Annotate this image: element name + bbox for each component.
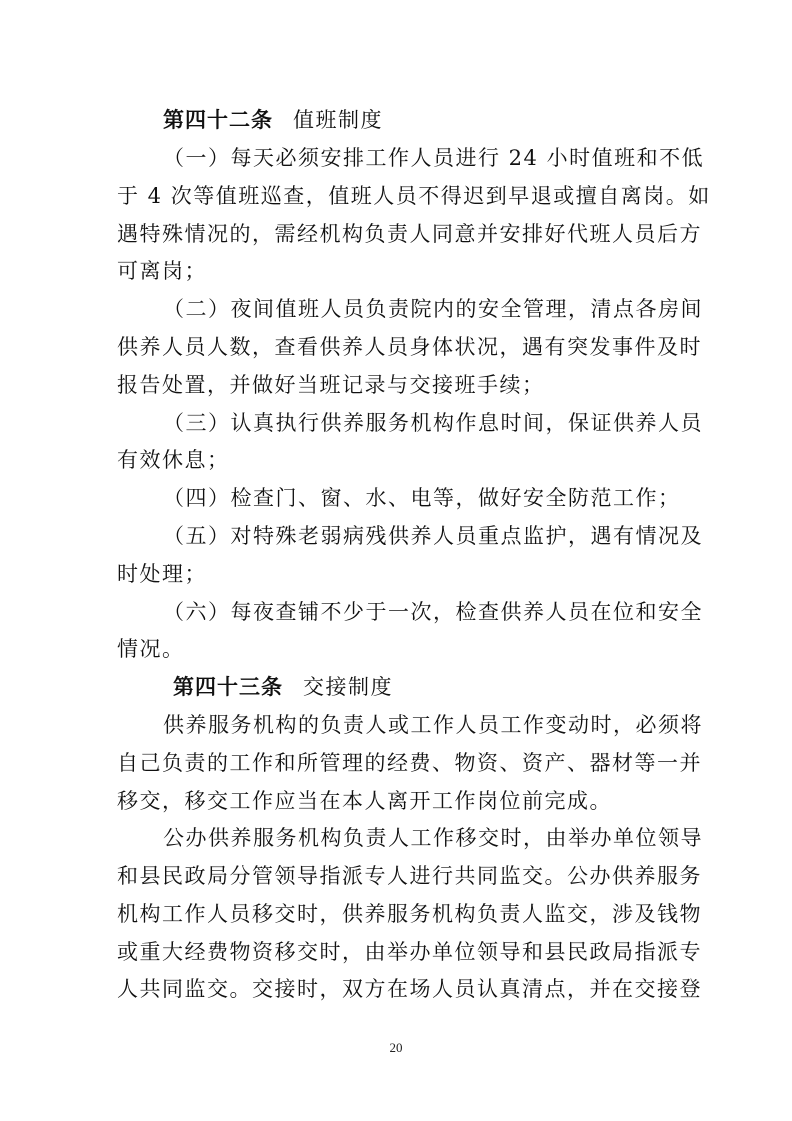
paragraph-line: （六）每夜查铺不少于一次，检查供养人员在位和安全: [163, 600, 703, 624]
paragraph-line: 自己负责的工作和所管理的经费、物资、资产、器材等一并: [117, 751, 702, 775]
page-number: 20: [389, 1040, 403, 1055]
article-43-heading: [0, 675, 792, 699]
paragraph-line: 于 4 次等值班巡查，值班人员不得迟到早退或擅自离岗。如: [117, 184, 711, 208]
paragraph-line: 情况。: [117, 637, 185, 661]
article-43-label: 第四十三条: [173, 675, 283, 699]
paragraph-line: 有效休息；: [117, 448, 230, 472]
article-42-label: 第四十二条: [163, 108, 273, 132]
paragraph-line: （三）认真执行供养服务机构作息时间，保证供养人员: [163, 411, 703, 435]
paragraph-line: （五）对特殊老弱病残供养人员重点监护，遇有情况及: [163, 524, 703, 548]
paragraph-line: 或重大经费物资移交时，由举办单位领导和县民政局指派专: [117, 940, 702, 964]
paragraph-line: 遇特殊情况的，需经机构负责人同意并安排好代班人员后方: [117, 222, 702, 246]
paragraph-line: （一）每天必须安排工作人员进行 24 小时值班和不低: [163, 146, 705, 170]
paragraph-line: 公办供养服务机构负责人工作移交时，由举办单位领导: [163, 826, 703, 850]
paragraph-line: 人共同监交。交接时，双方在场人员认真清点，并在交接登: [117, 977, 702, 1001]
paragraph-line: 供养服务机构的负责人或工作人员工作变动时，必须将: [163, 713, 703, 737]
paragraph-line: 移交，移交工作应当在本人离开工作岗位前完成。: [117, 789, 612, 813]
paragraph-line: 报告处置，并做好当班记录与交接班手续；: [117, 373, 545, 397]
paragraph-line: 机构工作人员移交时，供养服务机构负责人监交，涉及钱物: [117, 902, 702, 926]
paragraph-line: （二）夜间值班人员负责院内的安全管理，清点各房间: [163, 297, 703, 321]
article-42-title: 值班制度: [293, 108, 383, 132]
article-42-heading: [0, 108, 792, 132]
article-43-title: 交接制度: [303, 675, 393, 699]
paragraph-line: 时处理；: [117, 562, 207, 586]
paragraph-line: （四）检查门、窗、水、电等，做好安全防范工作；: [163, 486, 681, 510]
paragraph-line: 可离岗；: [117, 259, 207, 283]
paragraph-line: 供养人员人数，查看供养人员身体状况，遇有突发事件及时: [117, 335, 702, 359]
paragraph-line: 和县民政局分管领导指派专人进行共同监交。公办供养服务: [117, 864, 702, 888]
